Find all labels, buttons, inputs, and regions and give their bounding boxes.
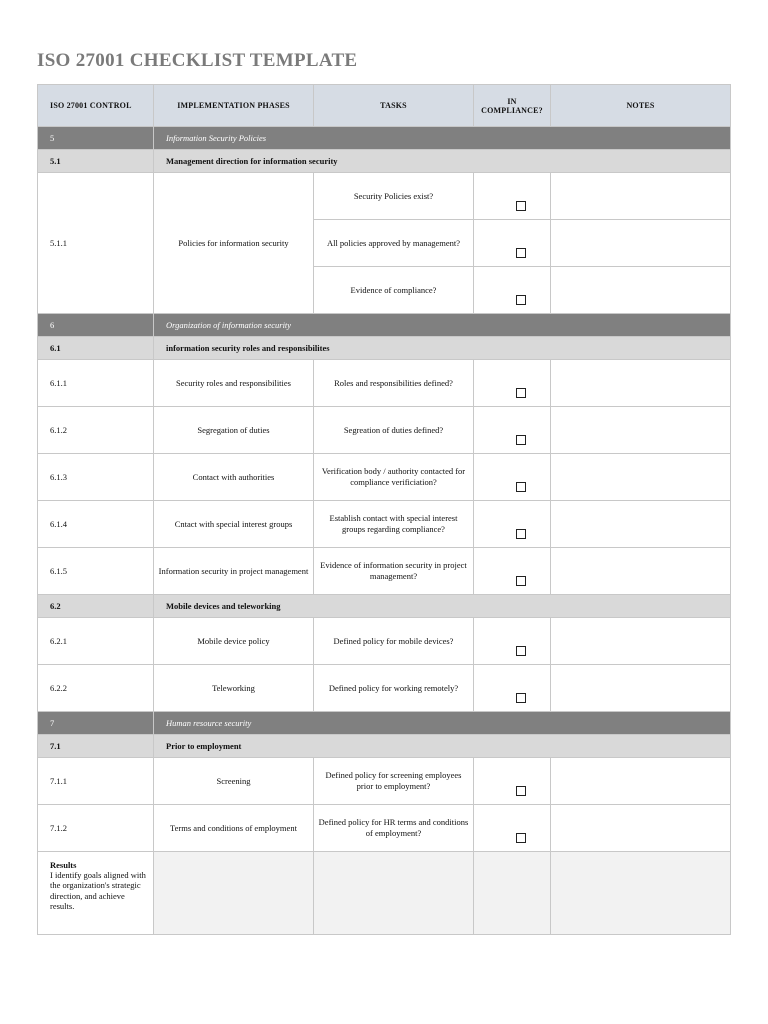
- section-title: Human resource security: [154, 712, 731, 735]
- checklist-body: [38, 85, 731, 935]
- subsection-title: information security roles and responsibilites: [154, 337, 731, 360]
- task-text: Roles and responsibilities defined?: [314, 360, 474, 407]
- compliance-checkbox[interactable]: [516, 482, 526, 492]
- compliance-cell: [474, 173, 551, 220]
- compliance-cell: [474, 758, 551, 805]
- notes-cell[interactable]: [551, 407, 731, 454]
- header-tasks: TASKS: [314, 85, 474, 127]
- results-empty-cell: [154, 852, 314, 935]
- task-text: Defined policy for mobile devices?: [314, 618, 474, 665]
- control-row: [38, 360, 731, 407]
- implementation-phase: Mobile device policy: [154, 618, 314, 665]
- task-text: All policies approved by management?: [314, 220, 474, 267]
- implementation-phase: Policies for information security: [154, 173, 314, 314]
- task-text: Security Policies exist?: [314, 173, 474, 220]
- section-number: 6: [38, 314, 154, 337]
- subsection-number: 5.1: [38, 150, 154, 173]
- implementation-phase: Information security in project management: [154, 548, 314, 595]
- header-control: ISO 27001 CONTROL: [38, 85, 154, 127]
- section-row: [38, 712, 731, 735]
- notes-cell[interactable]: [551, 173, 731, 220]
- implementation-phase: Security roles and responsibilities: [154, 360, 314, 407]
- header-compliance: IN COMPLIANCE?: [474, 85, 551, 127]
- section-row: [38, 127, 731, 150]
- control-number: 6.2.1: [38, 618, 154, 665]
- task-text: Segreation of duties defined?: [314, 407, 474, 454]
- implementation-phase: Terms and conditions of employment: [154, 805, 314, 852]
- compliance-cell: [474, 501, 551, 548]
- implementation-phase: Cntact with special interest groups: [154, 501, 314, 548]
- control-row: [38, 173, 731, 220]
- subsection-number: 7.1: [38, 735, 154, 758]
- subsection-row: [38, 150, 731, 173]
- task-text: Defined policy for screening employees prior to employment?: [314, 758, 474, 805]
- compliance-cell: [474, 407, 551, 454]
- control-number: 6.1.1: [38, 360, 154, 407]
- control-number: 6.1.3: [38, 454, 154, 501]
- control-row: [38, 665, 731, 712]
- subsection-number: 6.1: [38, 337, 154, 360]
- notes-cell[interactable]: [551, 454, 731, 501]
- compliance-checkbox[interactable]: [516, 646, 526, 656]
- implementation-phase: Screening: [154, 758, 314, 805]
- subsection-row: [38, 735, 731, 758]
- section-title: Organization of information security: [154, 314, 731, 337]
- subsection-title: Prior to employment: [154, 735, 731, 758]
- compliance-checkbox[interactable]: [516, 529, 526, 539]
- notes-cell[interactable]: [551, 665, 731, 712]
- compliance-checkbox[interactable]: [516, 833, 526, 843]
- header-notes: NOTES: [551, 85, 731, 127]
- notes-cell[interactable]: [551, 548, 731, 595]
- compliance-cell: [474, 454, 551, 501]
- results-row: [38, 852, 731, 935]
- control-number: 6.2.2: [38, 665, 154, 712]
- control-row: [38, 805, 731, 852]
- task-text: Establish contact with special interest groups regarding compliance?: [314, 501, 474, 548]
- notes-cell[interactable]: [551, 758, 731, 805]
- compliance-checkbox[interactable]: [516, 295, 526, 305]
- subsection-number: 6.2: [38, 595, 154, 618]
- control-number: 6.1.2: [38, 407, 154, 454]
- section-row: [38, 314, 731, 337]
- task-text: Defined policy for HR terms and conditions of employment?: [314, 805, 474, 852]
- implementation-phase: Segregation of duties: [154, 407, 314, 454]
- results-cell: [38, 852, 154, 935]
- task-text: Defined policy for working remotely?: [314, 665, 474, 712]
- compliance-checkbox[interactable]: [516, 576, 526, 586]
- control-row: [38, 501, 731, 548]
- page-title: ISO 27001 CHECKLIST TEMPLATE: [37, 50, 358, 71]
- section-number: 5: [38, 127, 154, 150]
- results-empty-cell: [474, 852, 551, 935]
- subsection-title: Mobile devices and teleworking: [154, 595, 731, 618]
- compliance-checkbox[interactable]: [516, 201, 526, 211]
- compliance-checkbox[interactable]: [516, 786, 526, 796]
- header-row: [38, 85, 731, 127]
- control-row: [38, 407, 731, 454]
- control-row: [38, 454, 731, 501]
- compliance-cell: [474, 267, 551, 314]
- control-row: [38, 758, 731, 805]
- notes-cell[interactable]: [551, 805, 731, 852]
- subsection-row: [38, 337, 731, 360]
- results-label: Results: [50, 860, 77, 870]
- implementation-phase: Teleworking: [154, 665, 314, 712]
- results-text: I identify goals aligned with the organization's strategic direction, and achieve results.: [50, 870, 146, 911]
- notes-cell[interactable]: [551, 220, 731, 267]
- compliance-cell: [474, 360, 551, 407]
- subsection-title: Management direction for information security: [154, 150, 731, 173]
- compliance-cell: [474, 618, 551, 665]
- checklist-table: [37, 84, 731, 935]
- notes-cell[interactable]: [551, 360, 731, 407]
- section-number: 7: [38, 712, 154, 735]
- notes-cell[interactable]: [551, 501, 731, 548]
- implementation-phase: Contact with authorities: [154, 454, 314, 501]
- subsection-row: [38, 595, 731, 618]
- compliance-cell: [474, 548, 551, 595]
- compliance-checkbox[interactable]: [516, 693, 526, 703]
- task-text: Evidence of compliance?: [314, 267, 474, 314]
- header-phases: IMPLEMENTATION PHASES: [154, 85, 314, 127]
- compliance-checkbox[interactable]: [516, 435, 526, 445]
- control-row: [38, 618, 731, 665]
- control-number: 5.1.1: [38, 173, 154, 314]
- control-number: 6.1.4: [38, 501, 154, 548]
- compliance-checkbox[interactable]: [516, 248, 526, 258]
- control-number: 7.1.1: [38, 758, 154, 805]
- results-empty-cell: [314, 852, 474, 935]
- task-text: Evidence of information security in project management?: [314, 548, 474, 595]
- control-row: [38, 548, 731, 595]
- control-number: 7.1.2: [38, 805, 154, 852]
- compliance-cell: [474, 805, 551, 852]
- results-empty-cell: [551, 852, 731, 935]
- compliance-cell: [474, 220, 551, 267]
- task-text: Verification body / authority contacted for compliance verificiation?: [314, 454, 474, 501]
- control-number: 6.1.5: [38, 548, 154, 595]
- section-title: Information Security Policies: [154, 127, 731, 150]
- compliance-cell: [474, 665, 551, 712]
- compliance-checkbox[interactable]: [516, 388, 526, 398]
- notes-cell[interactable]: [551, 267, 731, 314]
- notes-cell[interactable]: [551, 618, 731, 665]
